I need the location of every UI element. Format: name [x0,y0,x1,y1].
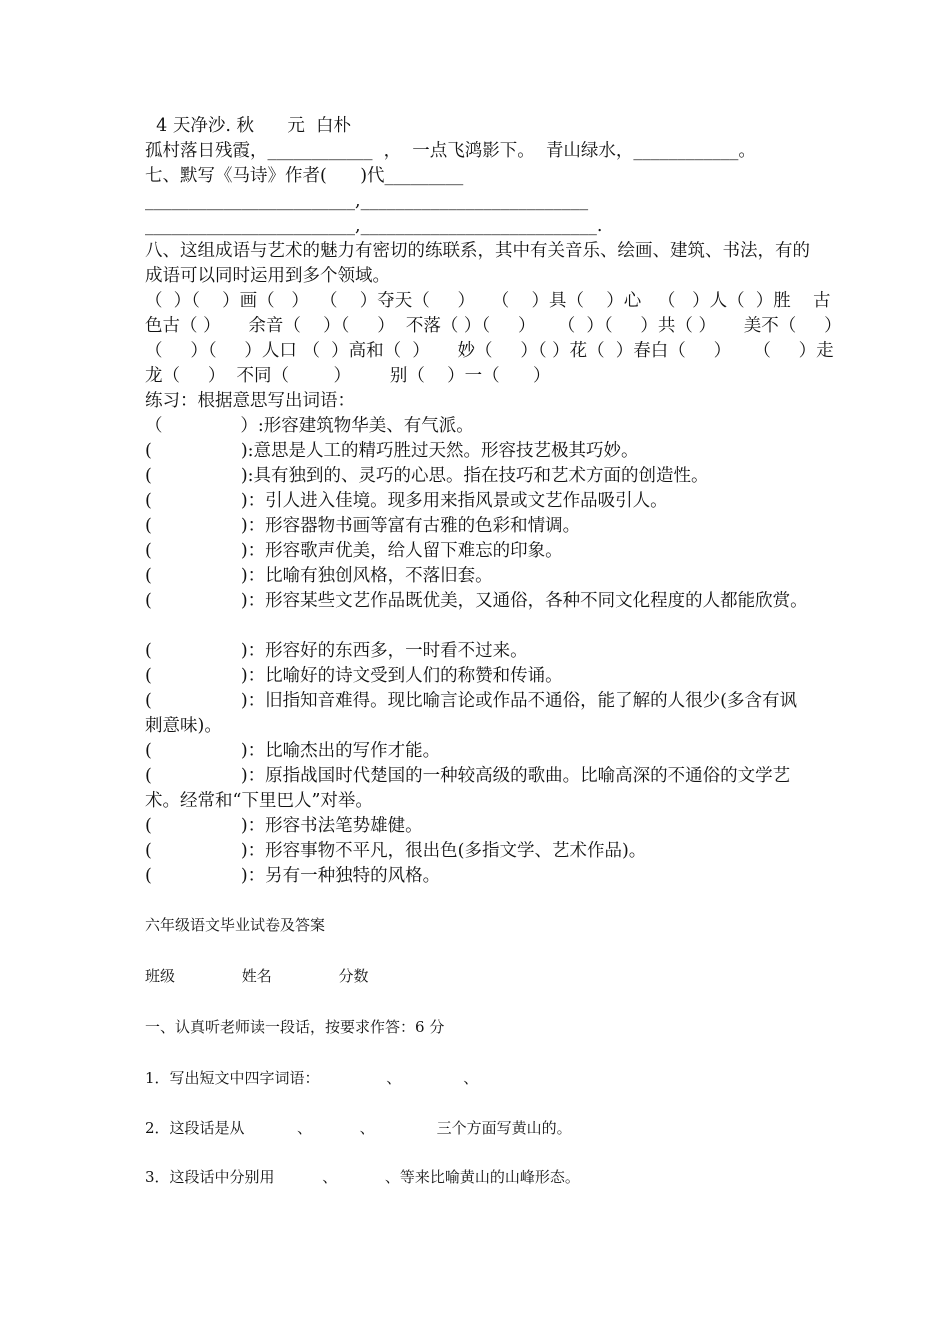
practice-item: ( )：比喻杰出的写作才能。 [145,741,441,761]
practice-item: （ ）:形容建筑物华美、有气派。 [145,416,474,436]
practice-item: ( )：比喻好的诗文受到人们的称赞和传诵。 [145,666,563,686]
exam-question-2: 2．这段话是从 、 、 三个方面写黄山的。 [145,1119,572,1137]
practice-heading: 练习：根据意思写出词语： [145,391,355,411]
practice-item: ( ):意思是人工的精巧胜过天然。形容技艺极其巧妙。 [145,441,639,461]
practice-item: ( )：原指战国时代楚国的一种较高级的歌曲。比喻高深的不通俗的文学艺术。经常和“下里巴人”对举。 [145,766,791,811]
exam-part1: 一、认真听老师读一段话，按要求作答：6 分 [145,1018,445,1036]
poem-title: 4 天净沙. 秋 元 白朴 [145,116,351,136]
practice-item: ( )：形容好的东西多，一时看不过来。 [145,641,528,661]
poem-line: 孤村落日残霞，____________ ， 一点飞鸿影下。 青山绿水，____________。 [145,141,756,161]
idiom-row: 龙（ ） 不同（ ） 别（ ）一（ ） [145,366,551,386]
practice-item: ( )：形容书法笔势雄健。 [145,816,423,836]
exam-info: 班级 姓名 分数 [145,967,369,985]
section8-heading: 八、这组成语与艺术的魅力有密切的练联系，其中有关音乐、绘画、建筑、书法，有的成语可以同时运用到多个领域。 [145,241,810,286]
idiom-row: （ ）（ ）人口 （ ）高和（ ） 妙（ ）（ ）花（ ）春白（ ） （ ）走 [145,341,834,361]
section7-blank-1: ________________________,__________________________ [145,191,589,211]
exam-title: 六年级语文毕业试卷及答案 [145,916,326,934]
practice-item: ( )：形容某些文艺作品既优美，又通俗，各种不同文化程度的人都能欣赏。 [145,591,808,611]
practice-item: ( )：引人进入佳境。现多用来指风景或文艺作品吸引人。 [145,491,668,511]
practice-item: ( )：形容歌声优美，给人留下难忘的印象。 [145,541,563,561]
section7-heading: 七、默写《马诗》作者( )代_________ [145,166,464,186]
practice-item: ( )：形容器物书画等富有古雅的色彩和情调。 [145,516,581,536]
exam-question-3: 3．这段话中分别用 、 、等来比喻黄山的山峰形态。 [145,1168,580,1186]
idiom-row: （ ）（ ）画（ ） （ ）夺天（ ） （ ）具（ ）心 （ ）人（ ）胜 古 [145,291,831,311]
practice-item: ( )：比喻有独创风格，不落旧套。 [145,566,493,586]
exam-question-1: 1．写出短文中四字词语： 、 、 [145,1069,479,1087]
practice-item: ( )：另有一种独特的风格。 [145,866,441,886]
practice-item: ( )：形容事物不平凡，很出色(多指文学、艺术作品)。 [145,841,647,861]
section7-blank-2: ________________________,___________________________. [145,216,603,236]
practice-item: ( )：旧指知音难得。现比喻言论或作品不通俗，能了解的人很少(多含有讽刺意味)。 [145,691,797,736]
idiom-row: 色古（ ） 余音（ ）（ ） 不落（ ）（ ） （ ）（ ）共（ ） 美不（ ） [145,316,842,336]
practice-item: ( ):具有独到的、灵巧的心思。指在技巧和艺术方面的创造性。 [145,466,709,486]
